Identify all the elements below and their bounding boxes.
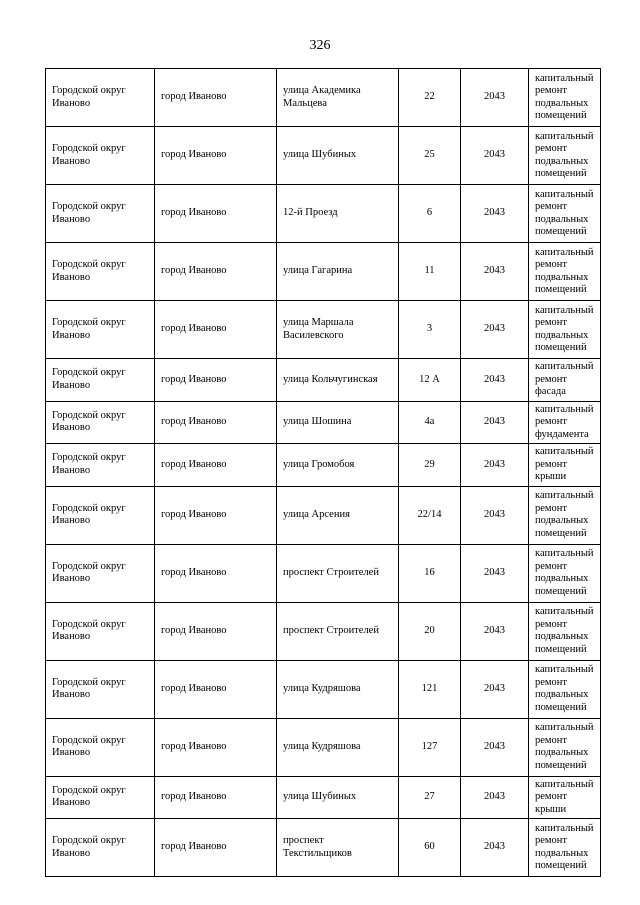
house-cell: 11 <box>399 243 461 301</box>
house-cell: 4а <box>399 401 461 444</box>
city-cell: город Иваново <box>155 718 277 776</box>
house-cell: 27 <box>399 776 461 819</box>
street-cell: улица Кольчугинская <box>277 359 399 402</box>
work-type-cell: капитальный ремонт крыши <box>529 444 601 487</box>
city-cell: город Иваново <box>155 185 277 243</box>
table-row <box>46 444 601 487</box>
street-cell: улица Шубиных <box>277 127 399 185</box>
city-cell: город Иваново <box>155 444 277 487</box>
work-type-cell: капитальный ремонт подвальных помещений <box>529 718 601 776</box>
year-cell: 2043 <box>461 401 529 444</box>
street-cell: улица Шошина <box>277 401 399 444</box>
district-cell: Городской округ Иваново <box>46 301 155 359</box>
work-type-cell: капитальный ремонт подвальных помещений <box>529 185 601 243</box>
house-cell: 6 <box>399 185 461 243</box>
year-cell: 2043 <box>461 819 529 877</box>
work-type-cell: капитальный ремонт фундамента <box>529 401 601 444</box>
year-cell: 2043 <box>461 243 529 301</box>
district-cell: Городской округ Иваново <box>46 819 155 877</box>
repair-schedule-table <box>45 68 601 877</box>
table-row <box>46 401 601 444</box>
table-row <box>46 776 601 819</box>
district-cell: Городской округ Иваново <box>46 243 155 301</box>
street-cell: улица Арсения <box>277 486 399 544</box>
table-row <box>46 660 601 718</box>
district-cell: Городской округ Иваново <box>46 486 155 544</box>
year-cell: 2043 <box>461 660 529 718</box>
city-cell: город Иваново <box>155 486 277 544</box>
district-cell: Городской округ Иваново <box>46 69 155 127</box>
city-cell: город Иваново <box>155 819 277 877</box>
table-row <box>46 718 601 776</box>
work-type-cell: капитальный ремонт подвальных помещений <box>529 486 601 544</box>
house-cell: 20 <box>399 602 461 660</box>
work-type-cell: капитальный ремонт подвальных помещений <box>529 243 601 301</box>
work-type-cell: капитальный ремонт подвальных помещений <box>529 660 601 718</box>
district-cell: Городской округ Иваново <box>46 185 155 243</box>
house-cell: 60 <box>399 819 461 877</box>
year-cell: 2043 <box>461 301 529 359</box>
year-cell: 2043 <box>461 359 529 402</box>
table-row <box>46 185 601 243</box>
table-row <box>46 544 601 602</box>
year-cell: 2043 <box>461 127 529 185</box>
city-cell: город Иваново <box>155 401 277 444</box>
house-cell: 121 <box>399 660 461 718</box>
table-row <box>46 301 601 359</box>
work-type-cell: капитальный ремонт подвальных помещений <box>529 127 601 185</box>
work-type-cell: капитальный ремонт подвальных помещений <box>529 544 601 602</box>
district-cell: Городской округ Иваново <box>46 660 155 718</box>
house-cell: 22 <box>399 69 461 127</box>
city-cell: город Иваново <box>155 544 277 602</box>
district-cell: Городской округ Иваново <box>46 602 155 660</box>
year-cell: 2043 <box>461 544 529 602</box>
work-type-cell: капитальный ремонт подвальных помещений <box>529 602 601 660</box>
city-cell: город Иваново <box>155 776 277 819</box>
street-cell: улица Кудряшова <box>277 718 399 776</box>
city-cell: город Иваново <box>155 69 277 127</box>
street-cell: 12-й Проезд <box>277 185 399 243</box>
street-cell: улица Кудряшова <box>277 660 399 718</box>
work-type-cell: капитальный ремонт подвальных помещений <box>529 819 601 877</box>
city-cell: город Иваново <box>155 243 277 301</box>
house-cell: 16 <box>399 544 461 602</box>
table-row <box>46 359 601 402</box>
house-cell: 29 <box>399 444 461 487</box>
work-type-cell: капитальный ремонт крыши <box>529 776 601 819</box>
house-cell: 3 <box>399 301 461 359</box>
year-cell: 2043 <box>461 69 529 127</box>
district-cell: Городской округ Иваново <box>46 718 155 776</box>
table-row <box>46 486 601 544</box>
year-cell: 2043 <box>461 718 529 776</box>
city-cell: город Иваново <box>155 660 277 718</box>
year-cell: 2043 <box>461 776 529 819</box>
street-cell: улица Академика Мальцева <box>277 69 399 127</box>
district-cell: Городской округ Иваново <box>46 444 155 487</box>
street-cell: улица Шубиных <box>277 776 399 819</box>
year-cell: 2043 <box>461 185 529 243</box>
street-cell: проспект Строителей <box>277 544 399 602</box>
year-cell: 2043 <box>461 602 529 660</box>
year-cell: 2043 <box>461 444 529 487</box>
city-cell: город Иваново <box>155 359 277 402</box>
house-cell: 25 <box>399 127 461 185</box>
city-cell: город Иваново <box>155 127 277 185</box>
year-cell: 2043 <box>461 486 529 544</box>
house-cell: 12 А <box>399 359 461 402</box>
district-cell: Городской округ Иваново <box>46 776 155 819</box>
work-type-cell: капитальный ремонт подвальных помещений <box>529 301 601 359</box>
street-cell: улица Маршала Василевского <box>277 301 399 359</box>
table-row <box>46 127 601 185</box>
street-cell: улица Громобоя <box>277 444 399 487</box>
table-row <box>46 819 601 877</box>
district-cell: Городской округ Иваново <box>46 544 155 602</box>
district-cell: Городской округ Иваново <box>46 359 155 402</box>
house-cell: 127 <box>399 718 461 776</box>
district-cell: Городской округ Иваново <box>46 127 155 185</box>
street-cell: проспект Текстильщиков <box>277 819 399 877</box>
street-cell: проспект Строителей <box>277 602 399 660</box>
work-type-cell: капитальный ремонт подвальных помещений <box>529 69 601 127</box>
city-cell: город Иваново <box>155 301 277 359</box>
city-cell: город Иваново <box>155 602 277 660</box>
district-cell: Городской округ Иваново <box>46 401 155 444</box>
house-cell: 22/14 <box>399 486 461 544</box>
table-row <box>46 69 601 127</box>
page-number: 326 <box>309 38 331 53</box>
work-type-cell: капитальный ремонт фасада <box>529 359 601 402</box>
table-row <box>46 602 601 660</box>
street-cell: улица Гагарина <box>277 243 399 301</box>
table-row <box>46 243 601 301</box>
